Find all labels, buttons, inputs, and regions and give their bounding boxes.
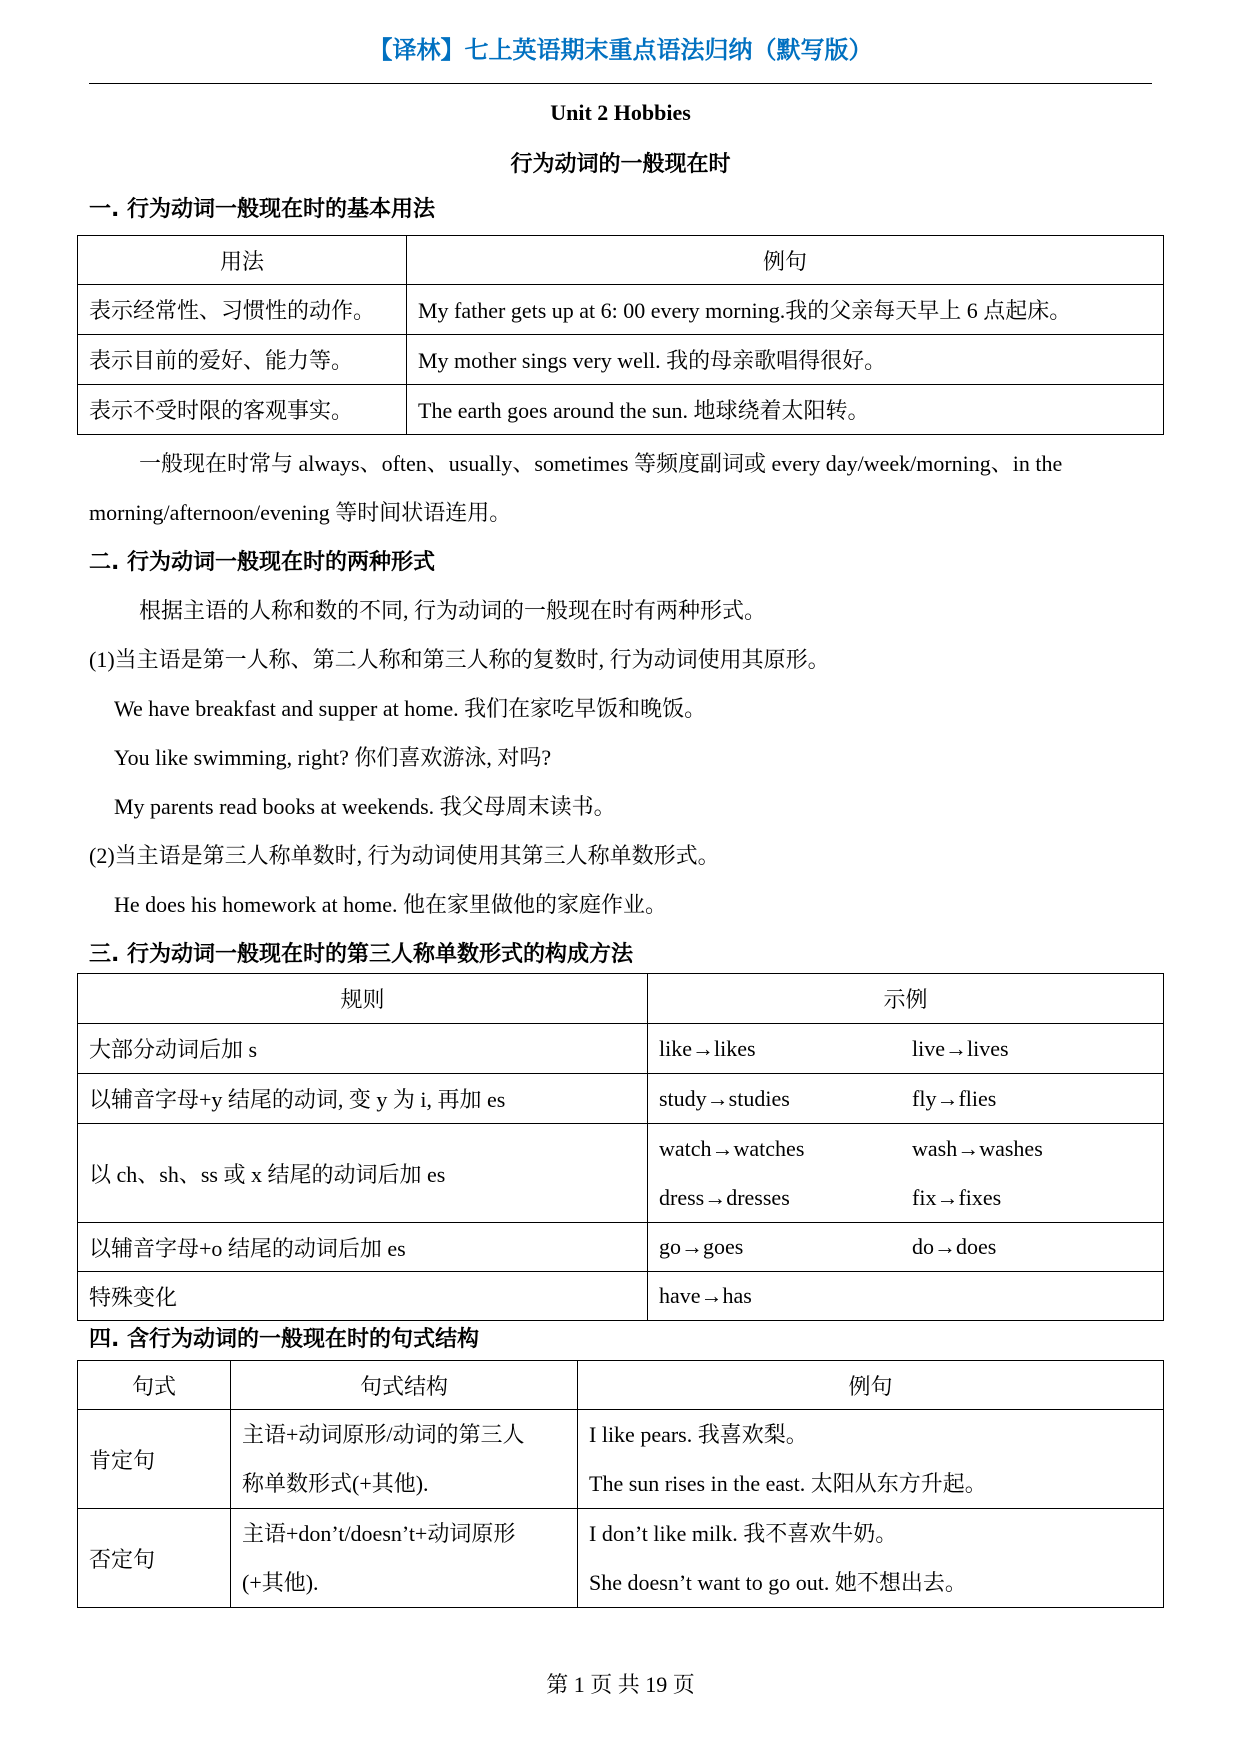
example-sentence: You like swimming, right? 你们喜欢游泳, 对吗? — [114, 745, 552, 770]
example-sentence: I don’t like milk. 我不喜欢牛奶。 — [589, 1521, 898, 1546]
frequency-note-line1: 一般现在时常与 always、often、usually、sometimes 等频度副词或 every day/week/morning、in the — [139, 451, 1063, 476]
example-sentence: My parents read books at weekends. 我父母周末读书。 — [114, 794, 616, 819]
table-header-row — [78, 1361, 1164, 1410]
example-sentence: The sun rises in the east. 太阳从东方升起。 — [589, 1471, 987, 1496]
example-cell: My mother sings very well. 我的母亲歌唱得很好。 — [407, 335, 1164, 385]
page-number: 第 1 页 共 19 页 — [546, 1672, 695, 1697]
example-cell: My father gets up at 6: 00 every morning.我的父亲每天早上 6 点起床。 — [407, 285, 1164, 335]
header-divider — [89, 83, 1152, 84]
usage-table — [77, 235, 1164, 435]
example-word: live→lives — [912, 1035, 1009, 1061]
usage-cell: 表示经常性、习惯性的动作。 — [78, 285, 407, 335]
column-header: 句式结构 — [231, 1361, 578, 1410]
example-cell — [578, 1410, 1164, 1509]
table-row — [78, 385, 1164, 435]
column-header: 句式 — [78, 1361, 231, 1410]
example-word: dress→dresses — [659, 1184, 790, 1210]
rule-third-person: (2)当主语是第三人称单数时, 行为动词使用其第三人称单数形式。 — [89, 843, 720, 868]
structure-line: 称单数形式(+其他). — [242, 1471, 429, 1496]
structure-cell — [231, 1509, 578, 1608]
example-cell — [578, 1509, 1164, 1608]
structure-cell — [231, 1410, 578, 1509]
example-word: do→does — [912, 1234, 997, 1259]
table-row — [78, 1223, 1164, 1272]
example-sentence: I like pears. 我喜欢梨。 — [589, 1422, 808, 1447]
rule-cell: 以辅音字母+y 结尾的动词, 变 y 为 i, 再加 es — [78, 1074, 648, 1124]
section3-heading: 三. 行为动词一般现在时的第三人称单数形式的构成方法 — [89, 942, 634, 967]
example-word: go→goes — [659, 1234, 744, 1259]
table-row — [78, 285, 1164, 335]
example-word: study→studies — [659, 1085, 790, 1111]
structure-line: 主语+don’t/doesn’t+动词原形 — [242, 1521, 516, 1546]
document-header-title: 【译林】七上英语期末重点语法归纳（默写版） — [368, 36, 873, 64]
example-sentence: She doesn’t want to go out. 她不想出去。 — [589, 1570, 967, 1595]
rule-cell: 特殊变化 — [78, 1272, 648, 1321]
example-word: fly→flies — [912, 1085, 997, 1111]
column-header: 用法 — [78, 236, 407, 285]
example-sentence: He does his homework at home. 他在家里做他的家庭作业。 — [114, 892, 667, 917]
column-header: 示例 — [648, 974, 1164, 1024]
topic-title: 行为动词的一般现在时 — [510, 152, 731, 177]
frequency-note-line2: morning/afternoon/evening 等时间状语连用。 — [89, 500, 512, 525]
column-header: 例句 — [578, 1361, 1164, 1410]
table-row — [78, 1509, 1164, 1608]
table-row — [78, 1024, 1164, 1074]
structure-line: (+其他). — [242, 1570, 319, 1595]
example-cell: The earth goes around the sun. 地球绕着太阳转。 — [407, 385, 1164, 435]
example-word: wash→washes — [912, 1135, 1043, 1161]
rule-cell: 以 ch、sh、ss 或 x 结尾的动词后加 es — [78, 1124, 648, 1223]
table-row — [78, 1272, 1164, 1321]
table-header-row — [78, 236, 1164, 285]
column-header: 规则 — [78, 974, 648, 1024]
column-header: 例句 — [407, 236, 1164, 285]
rule-cell: 大部分动词后加 s — [78, 1024, 648, 1074]
example-cell — [648, 1024, 1164, 1074]
table-row — [78, 1124, 1164, 1223]
example-word: have→has — [659, 1283, 752, 1308]
table-header-row — [78, 974, 1164, 1024]
example-sentence: We have breakfast and supper at home. 我们在家吃早饭和晚饭。 — [114, 696, 707, 721]
example-word: watch→watches — [659, 1135, 805, 1161]
table-row — [78, 1410, 1164, 1509]
example-word: fix→fixes — [912, 1184, 1002, 1210]
section2-intro: 根据主语的人称和数的不同, 行为动词的一般现在时有两种形式。 — [139, 598, 767, 623]
usage-cell: 表示不受时限的客观事实。 — [78, 385, 407, 435]
section1-heading: 一. 行为动词一般现在时的基本用法 — [89, 197, 436, 222]
table-row — [78, 335, 1164, 385]
example-cell — [648, 1223, 1164, 1272]
example-cell — [648, 1074, 1164, 1124]
sentence-type-cell: 否定句 — [78, 1509, 231, 1608]
example-cell — [648, 1272, 1164, 1321]
usage-cell: 表示目前的爱好、能力等。 — [78, 335, 407, 385]
example-word: like→likes — [659, 1035, 756, 1061]
sentence-structure-table — [77, 1360, 1164, 1608]
section4-heading: 四. 含行为动词的一般现在时的句式结构 — [89, 1327, 480, 1352]
sentence-type-cell: 肯定句 — [78, 1410, 231, 1509]
section2-heading: 二. 行为动词一般现在时的两种形式 — [89, 550, 436, 575]
structure-line: 主语+动词原形/动词的第三人 — [242, 1422, 525, 1447]
example-cell — [648, 1124, 1164, 1223]
rule-cell: 以辅音字母+o 结尾的动词后加 es — [78, 1223, 648, 1272]
rule-plural: (1)当主语是第一人称、第二人称和第三人称的复数时, 行为动词使用其原形。 — [89, 647, 830, 672]
unit-title: Unit 2 Hobbies — [550, 100, 691, 125]
third-person-rules-table — [77, 973, 1164, 1321]
table-row — [78, 1074, 1164, 1124]
